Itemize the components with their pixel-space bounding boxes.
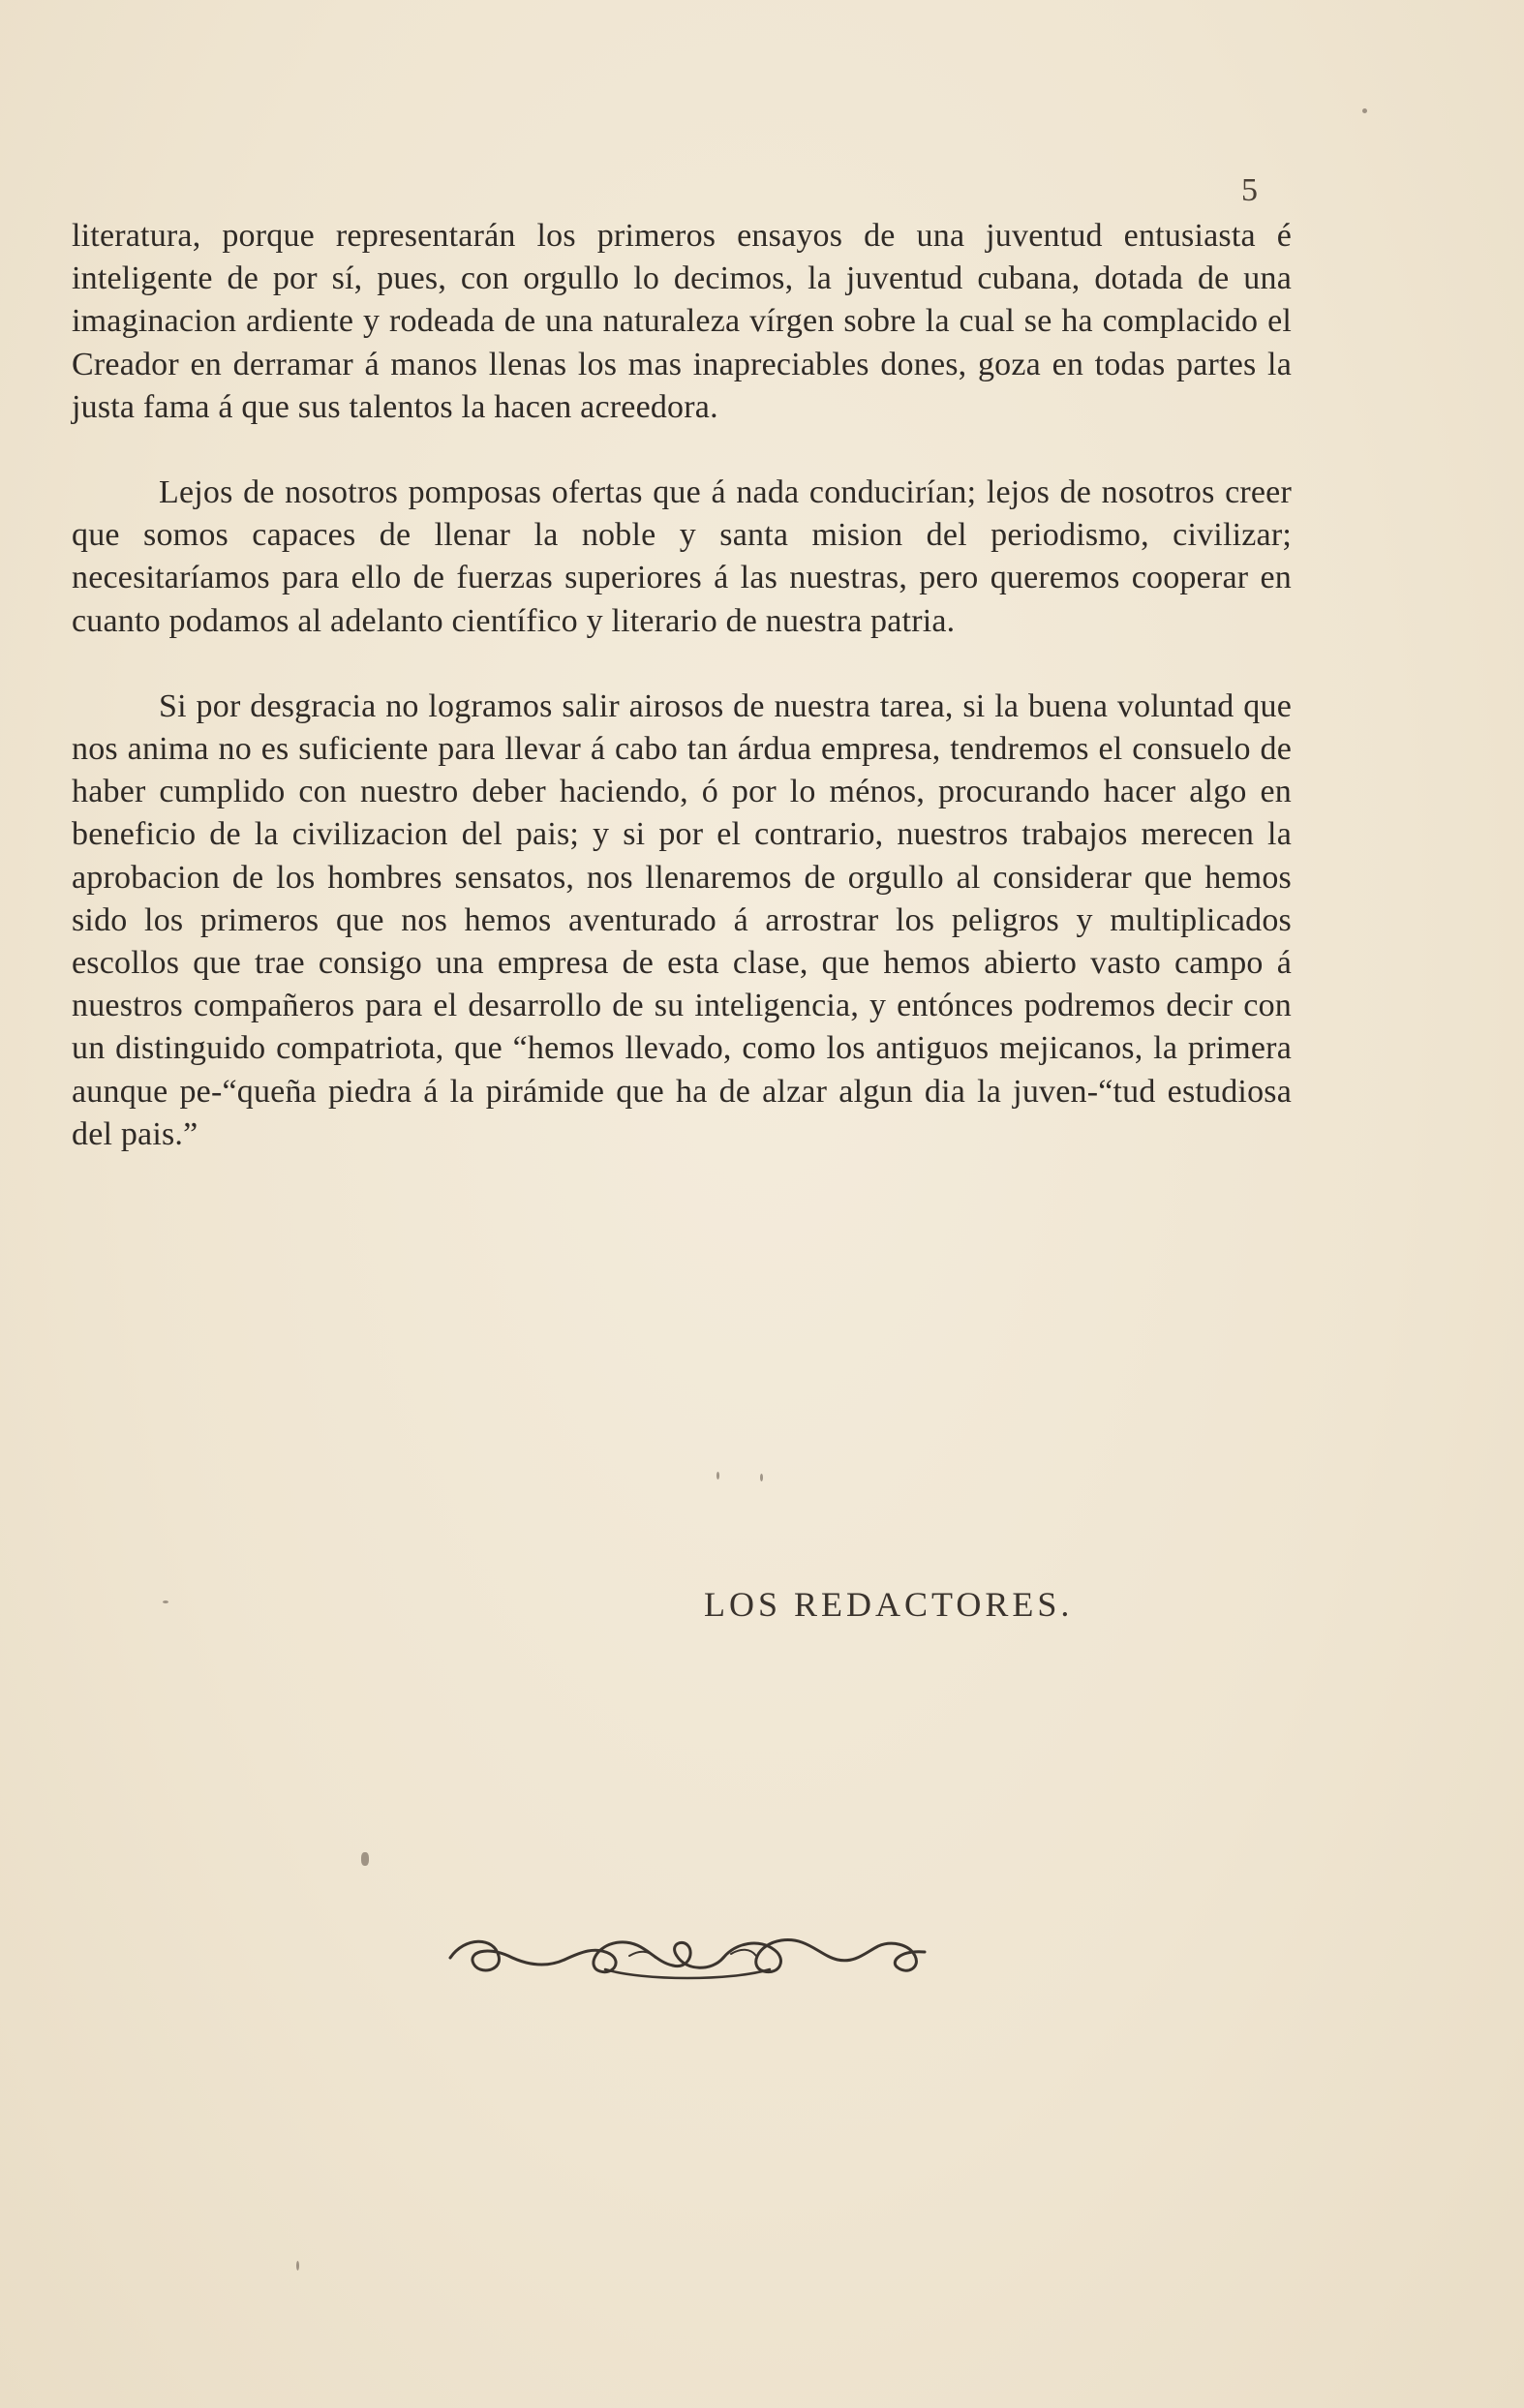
paragraph-2: Lejos de nosotros pomposas ofertas que á nada conducirían; lejos de nosotros creer que somos capaces de llenar la noble y santa mision del periodismo, civilizar; necesitaríamos para ello de fuerzas superiores á las nuestras, pero queremos cooperar en cuanto podamos al adelanto científico y literario de nuestra patria. bbox=[72, 474, 1292, 639]
signature: LOS REDACTORES. bbox=[704, 1585, 1074, 1624]
decorative-ornament bbox=[441, 1927, 934, 1985]
article-body bbox=[72, 215, 1292, 1156]
ink-speck bbox=[163, 1600, 168, 1603]
ink-speck bbox=[361, 1852, 369, 1866]
ink-speck bbox=[1362, 108, 1367, 113]
ink-speck bbox=[296, 2261, 299, 2271]
ink-speck bbox=[760, 1474, 763, 1481]
paragraph-1: literatura, porque representarán los primeros ensayos de una juventud entusiasta é inteligente de por sí, pues, con orgullo lo decimos, la juventud cubana, dotada de una imaginacion ardiente y rodeada de una naturaleza vírgen sobre la cual se ha complacido el Creador en derramar á manos llenas los mas inapreciables dones, goza en todas partes la justa fama á que sus talentos la hacen acreedora. bbox=[72, 218, 1292, 425]
paragraph-3: Si por desgracia no logramos salir airosos de nuestra tarea, si la buena voluntad que nos anima no es suficiente para llevar á cabo tan árdua empresa, tendremos el consuelo de haber cumplido con nuestro deber haciendo, ó por lo ménos, procurando hacer algo en beneficio de la civilizacion del pais; y si por el contrario, nuestros trabajos merecen la aprobacion de los hombres sensatos, nos llenaremos de orgullo al considerar que hemos sido los primeros que nos hemos aventurado á arrostrar los peligros y multiplicados escollos que trae consigo una empresa de esta clase, que hemos abierto vasto campo á nuestros compañeros para el desarrollo de su inteligencia, y entónces podremos decir con un distinguido compatriota, que “hemos llevado, como los antiguos mejicanos, la primera aunque pe-“queña piedra á la pirámide que ha de alzar algun dia la juven-“tud estudiosa del pais.” bbox=[72, 687, 1292, 1152]
page-number: 5 bbox=[1241, 172, 1258, 208]
ink-speck bbox=[716, 1472, 719, 1479]
